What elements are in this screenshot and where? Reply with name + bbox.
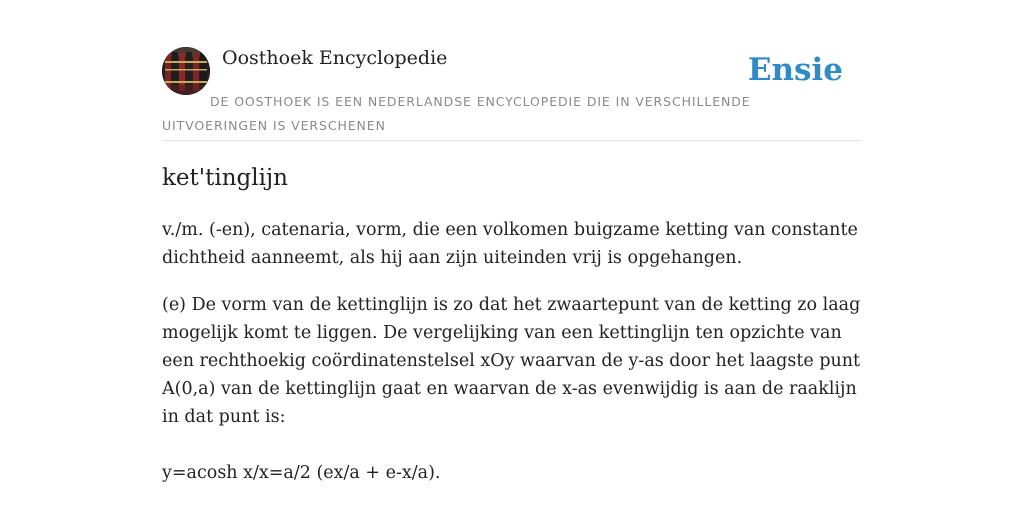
source-header	[162, 46, 862, 141]
entry-body	[162, 216, 862, 506]
entry-paragraph: (e) De vorm van de kettinglijn is zo dat het zwaartepunt van de ketting zo laag mogelijk komt te liggen. De vergelijking van een kettinglijn ten opzichte van een rechthoekig coördinatenstelsel xOy waarvan de y-as door het laagste punt A(0,a) van de kettinglijn gaat en waarvan de x-as evenwijdig is aan de raaklijn in dat punt is:	[162, 295, 861, 427]
encyclopedia-books-icon[interactable]	[162, 47, 210, 95]
entry-formula: y=acosh x/x=a/2 (ex/a + e-x/a).	[162, 463, 441, 483]
entry-paragraph: v./m. (-en), catenaria, vorm, die een volkomen buigzame ketting van constante dichtheid aanneemt, als hij aan zijn uiteinden vrij is opgehangen.	[162, 220, 858, 268]
ensie-logo-link[interactable]: Ensie	[747, 52, 843, 88]
source-title[interactable]: Oosthoek Encyclopedie	[222, 47, 448, 69]
source-description: DE OOSTHOEK IS EEN NEDERLANDSE ENCYCLOPEDIE DIE IN VERSCHILLENDE UITVOERINGEN IS VERSCHENEN	[162, 94, 751, 133]
entry-title: ket'tinglijn	[162, 165, 288, 191]
